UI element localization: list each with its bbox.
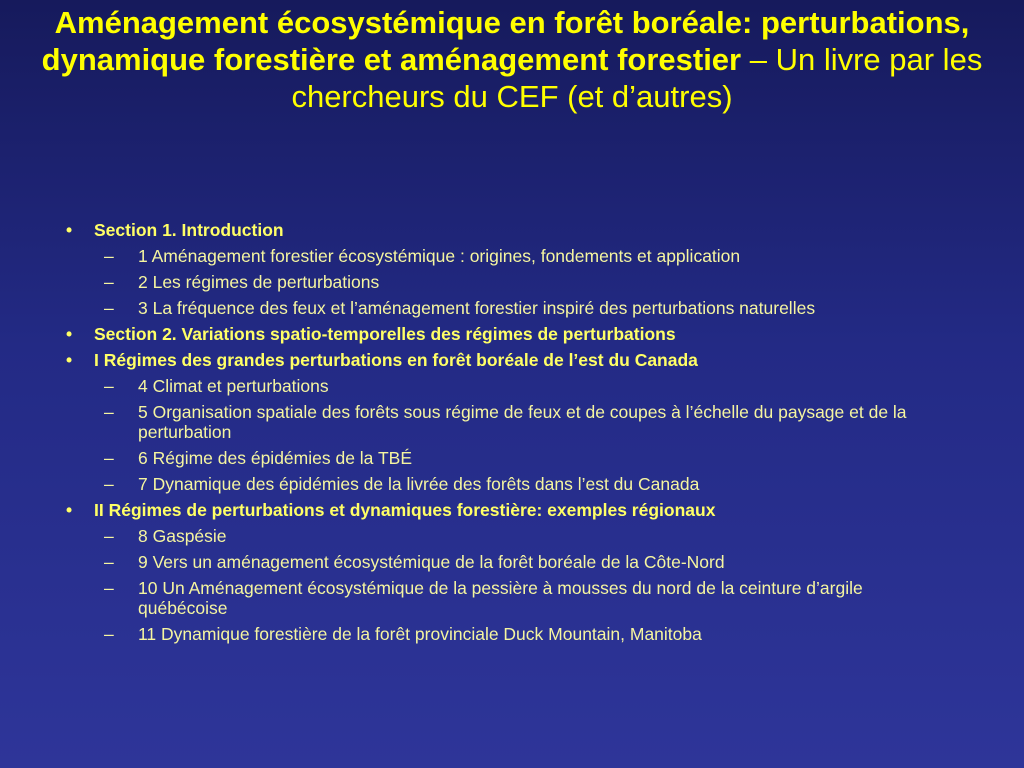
dash-marker: – <box>104 526 114 546</box>
bullet-marker: • <box>66 500 73 520</box>
list-item-text: 5 Organisation spatiale des forêts sous régime de feux et de coupes à l’échelle du paysage et de la perturbation <box>138 402 907 442</box>
list-item <box>60 220 950 240</box>
outline-list <box>60 220 950 650</box>
list-item-text: 7 Dynamique des épidémies de la livrée des forêts dans l’est du Canada <box>138 474 700 494</box>
list-item <box>60 350 950 370</box>
bullet-marker: • <box>66 220 73 240</box>
list-item <box>60 324 950 344</box>
list-item-text: Section 1. Introduction <box>94 220 284 240</box>
list-item <box>60 526 950 546</box>
bullet-marker: • <box>66 324 73 344</box>
slide-title <box>40 4 984 115</box>
list-item-text: II Régimes de perturbations et dynamiques forestière: exemples régionaux <box>94 500 716 520</box>
list-item <box>60 474 950 494</box>
list-item <box>60 376 950 396</box>
list-item-text: 2 Les régimes de perturbations <box>138 272 380 292</box>
list-item <box>60 402 950 442</box>
dash-marker: – <box>104 624 114 644</box>
dash-marker: – <box>104 298 114 318</box>
list-item <box>60 298 950 318</box>
list-item-text: 4 Climat et perturbations <box>138 376 329 396</box>
bullet-marker: • <box>66 350 73 370</box>
list-item-text: 3 La fréquence des feux et l’aménagement forestier inspiré des perturbations naturelles <box>138 298 816 318</box>
list-item <box>60 448 950 468</box>
dash-marker: – <box>104 474 114 494</box>
slide-title-bold: Aménagement écosystémique en forêt boréale: perturbations, dynamique forestière et aménagement forestier <box>41 5 970 77</box>
dash-marker: – <box>104 448 114 468</box>
list-item-text: 8 Gaspésie <box>138 526 227 546</box>
list-item-text: 9 Vers un aménagement écosystémique de la forêt boréale de la Côte-Nord <box>138 552 725 572</box>
dash-marker: – <box>104 272 114 292</box>
list-item <box>60 272 950 292</box>
list-item <box>60 578 950 618</box>
slide-title-subtitle: – Un livre par les chercheurs du CEF (et d’autres) <box>291 42 983 114</box>
dash-marker: – <box>104 402 114 422</box>
dash-marker: – <box>104 376 114 396</box>
list-item-text: I Régimes des grandes perturbations en forêt boréale de l’est du Canada <box>94 350 698 370</box>
list-item-text: 6 Régime des épidémies de la TBÉ <box>138 448 412 468</box>
dash-marker: – <box>104 246 114 266</box>
list-item <box>60 624 950 644</box>
list-item-text: Section 2. Variations spatio-temporelles des régimes de perturbations <box>94 324 676 344</box>
list-item-text: 10 Un Aménagement écosystémique de la pessière à mousses du nord de la ceinture d’argile québécoise <box>138 578 863 618</box>
dash-marker: – <box>104 552 114 572</box>
list-item <box>60 552 950 572</box>
list-item <box>60 246 950 266</box>
dash-marker: – <box>104 578 114 598</box>
list-item-text: 11 Dynamique forestière de la forêt provinciale Duck Mountain, Manitoba <box>138 624 702 644</box>
list-item <box>60 500 950 520</box>
list-item-text: 1 Aménagement forestier écosystémique : origines, fondements et application <box>138 246 741 266</box>
